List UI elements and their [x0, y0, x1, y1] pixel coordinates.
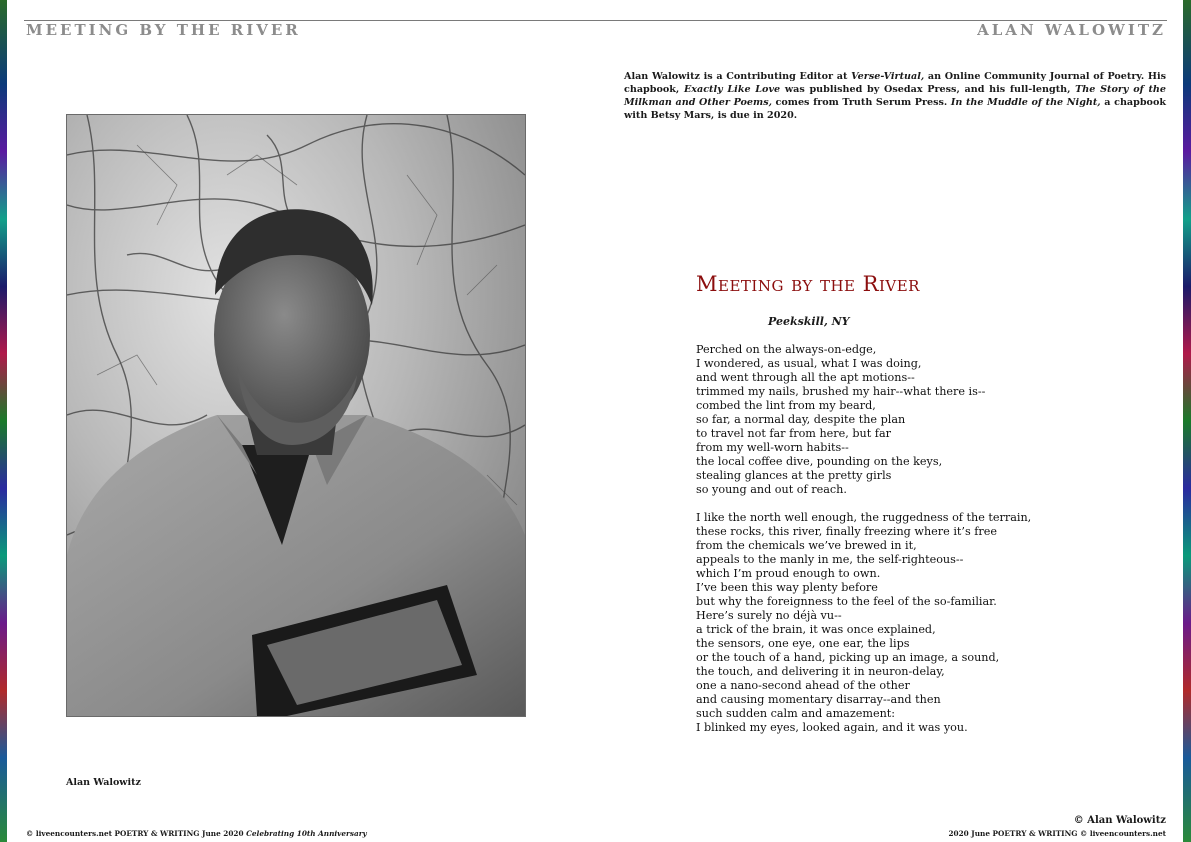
- poem-stanza-2: [696, 511, 1156, 735]
- poem-stanza-1: [696, 343, 1156, 497]
- photo-caption: Alan Walowitz: [66, 777, 141, 788]
- chapbook-title: Exactly Like Love: [683, 84, 781, 95]
- poem-subtitle: Peekskill, NY: [768, 315, 850, 328]
- poem-line: I like the north well enough, the ruggedness of the terrain,: [696, 511, 1032, 524]
- copyright-notice: © Alan Walowitz: [1073, 815, 1166, 826]
- author-photo: [66, 114, 526, 717]
- poem-line: Perched on the always-on-edge,: [696, 343, 877, 356]
- poem-line: the sensors, one eye, one ear, the lips: [696, 637, 910, 650]
- upcoming-title: In the Muddle of the Night,: [950, 97, 1101, 108]
- poem-line: and causing momentary disarray--and then: [696, 693, 941, 706]
- poem-line: I’ve been this way plenty before: [696, 581, 878, 594]
- poem-line: and went through all the apt motions--: [696, 371, 915, 384]
- full-length-title: The Story of the Milkman and Other Poems,: [624, 84, 1166, 108]
- poem-line: to travel not far from here, but far: [696, 427, 891, 440]
- poem-line: such sudden calm and amazement:: [696, 707, 896, 720]
- poem-line: the touch, and delivering it in neuron-delay,: [696, 665, 945, 678]
- poem-line: so far, a normal day, despite the plan: [696, 413, 906, 426]
- poem-line: from the chemicals we’ve brewed in it,: [696, 539, 917, 552]
- left-page-edge: [0, 0, 7, 842]
- poem-line: the local coffee dive, pounding on the keys,: [696, 455, 943, 468]
- poem-line: appeals to the manly in me, the self-righteous--: [696, 553, 964, 566]
- footer-left: © liveencounters.net POETRY & WRITING June 2020 Celebrating 10th Anniversary: [26, 829, 367, 838]
- poem-line: or the touch of a hand, picking up an image, a sound,: [696, 651, 1000, 664]
- poem-line: these rocks, this river, finally freezing where it’s free: [696, 525, 997, 538]
- poem-line: combed the lint from my beard,: [696, 399, 876, 412]
- poem-line: I blinked my eyes, looked again, and it was you.: [696, 721, 968, 734]
- poem-body: [696, 343, 1156, 749]
- poem-line: a trick of the brain, it was once explained,: [696, 623, 936, 636]
- running-head-left: MEETING BY THE RIVER: [26, 21, 301, 39]
- right-page-edge: [1183, 0, 1191, 842]
- journal-name: Verse-Virtual,: [851, 71, 925, 82]
- anniversary-note: Celebrating 10th Anniversary: [246, 829, 367, 838]
- poem-line: I wondered, as usual, what I was doing,: [696, 357, 922, 370]
- poem-title: Meeting by the River: [696, 272, 920, 296]
- poem-line: which I’m proud enough to own.: [696, 567, 881, 580]
- poem-line: trimmed my nails, brushed my hair--what there is--: [696, 385, 986, 398]
- poem-line: but why the foreignness to the feel of the so-familiar.: [696, 595, 997, 608]
- poem-line: so young and out of reach.: [696, 483, 847, 496]
- poem-line: one a nano-second ahead of the other: [696, 679, 910, 692]
- poem-line: from my well-worn habits--: [696, 441, 849, 454]
- running-head-right: ALAN WALOWITZ: [977, 21, 1166, 39]
- poem-line: Here’s surely no déjà vu--: [696, 609, 842, 622]
- poem-line: stealing glances at the pretty girls: [696, 469, 892, 482]
- footer-right: 2020 June POETRY & WRITING © liveencounters.net: [948, 829, 1166, 838]
- author-bio: Alan Walowitz is a Contributing Editor at Verse-Virtual, an Online Community Journal of Poetry. His chapbook, Exactly Like Love was published by Osedax Press, and his full-length, The Story of the Milkman and Other Poems, comes from Truth Serum Press. In the Muddle of the Night, a chapbook with Betsy Mars, is due in 2020.: [624, 71, 1167, 121]
